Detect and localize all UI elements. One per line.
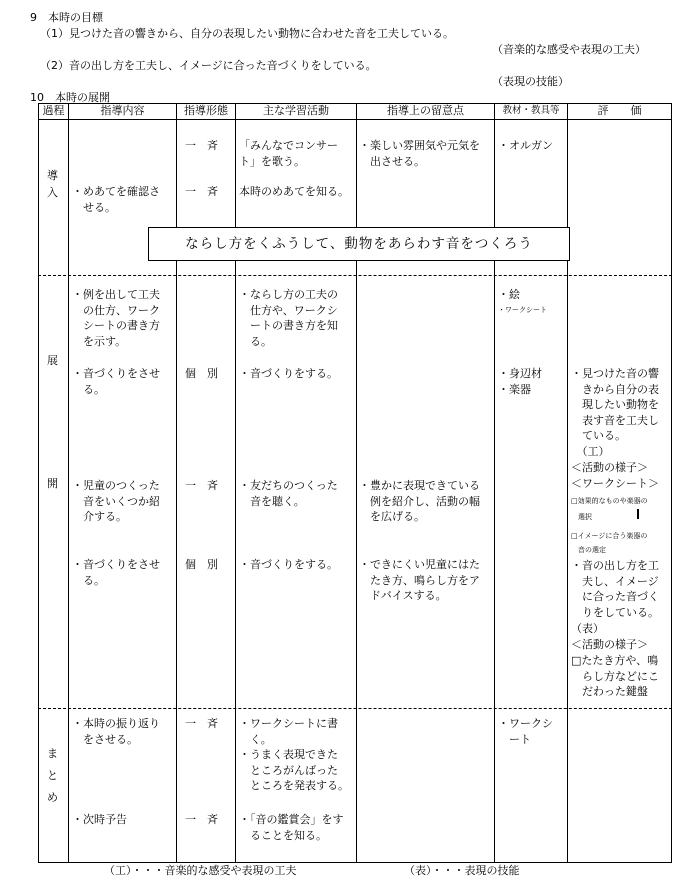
footer-legend-1: （工）・・・音楽的な感受や表現の工夫 <box>104 864 297 877</box>
develop-content-2: ・音づくりをさせ る。 <box>72 367 160 396</box>
col-divider <box>356 103 357 862</box>
summary-form-2: 一 斉 <box>185 813 218 826</box>
footer-legend-2: （表）・・・表現の技能 <box>404 864 520 877</box>
develop-form-3: 一 斉 <box>185 479 218 492</box>
develop-note-3: ・豊かに表現できている 例を紹介し、活動の幅 を広げる。 <box>359 479 480 523</box>
goals-heading: 9 本時の目標 <box>30 11 103 24</box>
evaluation-item-2: ・音の出し方を工 夫し、イメージ に合った音づく りをしている。 <box>571 559 659 619</box>
summary-content-1: ・本時の振り返り をさせる。 <box>72 717 160 746</box>
lesson-aim-banner: ならし方をくふうして、動物をあらわす音をつくろう <box>148 227 570 261</box>
intro-note-1: ・楽しい雰囲気や元気を 出させる。 <box>359 139 480 168</box>
intro-activity-1: 「みんなでコンサー ト」を歌う。 <box>239 139 338 168</box>
development-heading: 10 本時の展開 <box>30 91 110 104</box>
intro-content-2: ・めあてを確認さ せる。 <box>72 185 160 214</box>
summary-activity-2: ・「音の鑑賞会」をす ることを知る。 <box>239 813 344 842</box>
table-right-border <box>671 103 672 862</box>
develop-material-1b: ・ワークシート <box>498 306 547 314</box>
header-content: 指導内容 <box>100 104 145 117</box>
evaluation-check-2b: 音の選定 <box>571 546 606 554</box>
evaluation-check-1: □効果的なものや楽器の <box>571 497 648 505</box>
header-notes: 指導上の留意点 <box>387 104 464 117</box>
phase-develop-2: 開 <box>47 477 58 490</box>
header-process: 過程 <box>42 104 65 117</box>
intro-form-1: 一 斉 <box>185 139 218 152</box>
col-divider <box>494 103 495 862</box>
summary-content-2: ・次時予告 <box>72 813 127 826</box>
col-divider <box>68 103 69 862</box>
develop-content-3: ・児童のつくった 音をいくつか紹 介する。 <box>72 479 160 523</box>
evaluation-method-1a: ＜活動の様子＞ <box>571 461 648 474</box>
evaluation-check-1b: 選択 <box>571 513 592 521</box>
header-evaluation: 評 価 <box>597 104 642 117</box>
evaluation-check-3: □たたき方や、鳴 らし方などにこ だわった鍵盤 <box>571 654 659 698</box>
develop-form-4: 個 別 <box>185 558 218 571</box>
develop-material-1a: ・絵 <box>498 288 520 301</box>
evaluation-tag-2: （表） <box>571 622 604 635</box>
phase-develop-1: 展 <box>47 354 58 367</box>
develop-activity-4: ・音づくりをする。 <box>239 558 338 571</box>
develop-activity-1: ・ならし方の工夫の 仕方や、ワークシ ートの書き方を知 る。 <box>239 288 338 348</box>
develop-note-4: ・できにくい児童にはた たき方、鳴らし方をア ドバイスする。 <box>359 558 480 602</box>
vertical-mark <box>637 509 642 519</box>
evaluation-method-2: ＜活動の様子＞ <box>571 638 648 651</box>
evaluation-check-2: □イメージに合う楽器の <box>571 532 648 540</box>
develop-content-1: ・例を出して工夫 の仕方、ワーク シートの書き方 を示す。 <box>72 288 160 348</box>
summary-material-1: ・ワークシ ート <box>498 717 553 746</box>
develop-material-2: ・身辺材 ・楽器 <box>498 367 542 396</box>
evaluation-item-1: ・見つけた音の響 きから自分の表 現したい動物を 表す音を工夫し ている。 <box>571 367 659 442</box>
phase-separator <box>38 275 672 276</box>
develop-activity-2: ・音づくりをする。 <box>239 367 338 380</box>
goal-item-2: （2）音の出し方を工夫し、イメージに合った音づくりをしている。 <box>40 59 377 72</box>
develop-content-4: ・音づくりをさせ る。 <box>72 558 160 587</box>
table-bottom-border <box>38 862 672 863</box>
intro-activity-2: 本時のめあてを知る。 <box>239 185 349 198</box>
summary-activity-1: ・ワークシートに書 く。 ・うまく表現できた ところがんばった ところを発表する。 <box>239 717 349 792</box>
phase-separator <box>38 708 672 709</box>
header-activity: 主な学習活動 <box>263 104 329 117</box>
evaluation-tag-1: （工） <box>571 445 610 458</box>
goal-tag-2: （表現の技能） <box>492 75 569 88</box>
develop-activity-3: ・友だちのつくった 音を聴く。 <box>239 479 338 508</box>
table-left-border <box>38 103 39 862</box>
phase-intro: 導 入 <box>47 169 58 199</box>
goal-tag-1: （音楽的な感受や表現の工夫） <box>492 43 646 56</box>
col-divider <box>176 103 177 862</box>
col-divider <box>567 103 568 862</box>
header-bottom-border <box>38 119 672 120</box>
develop-form-2: 個 別 <box>185 367 218 380</box>
header-materials: 教材・教具等 <box>502 105 560 116</box>
phase-summary: ま と め <box>47 747 58 804</box>
intro-form-2: 一 斉 <box>185 185 218 198</box>
summary-form-1: 一 斉 <box>185 717 218 730</box>
intro-material-1: ・オルガン <box>498 139 553 152</box>
col-divider <box>235 103 236 862</box>
header-form: 指導形態 <box>184 104 228 117</box>
goal-item-1: （1）見つけた音の響きから、自分の表現したい動物に合わせた音を工夫している。 <box>40 27 454 40</box>
evaluation-method-1b: ＜ワークシート＞ <box>571 477 659 490</box>
